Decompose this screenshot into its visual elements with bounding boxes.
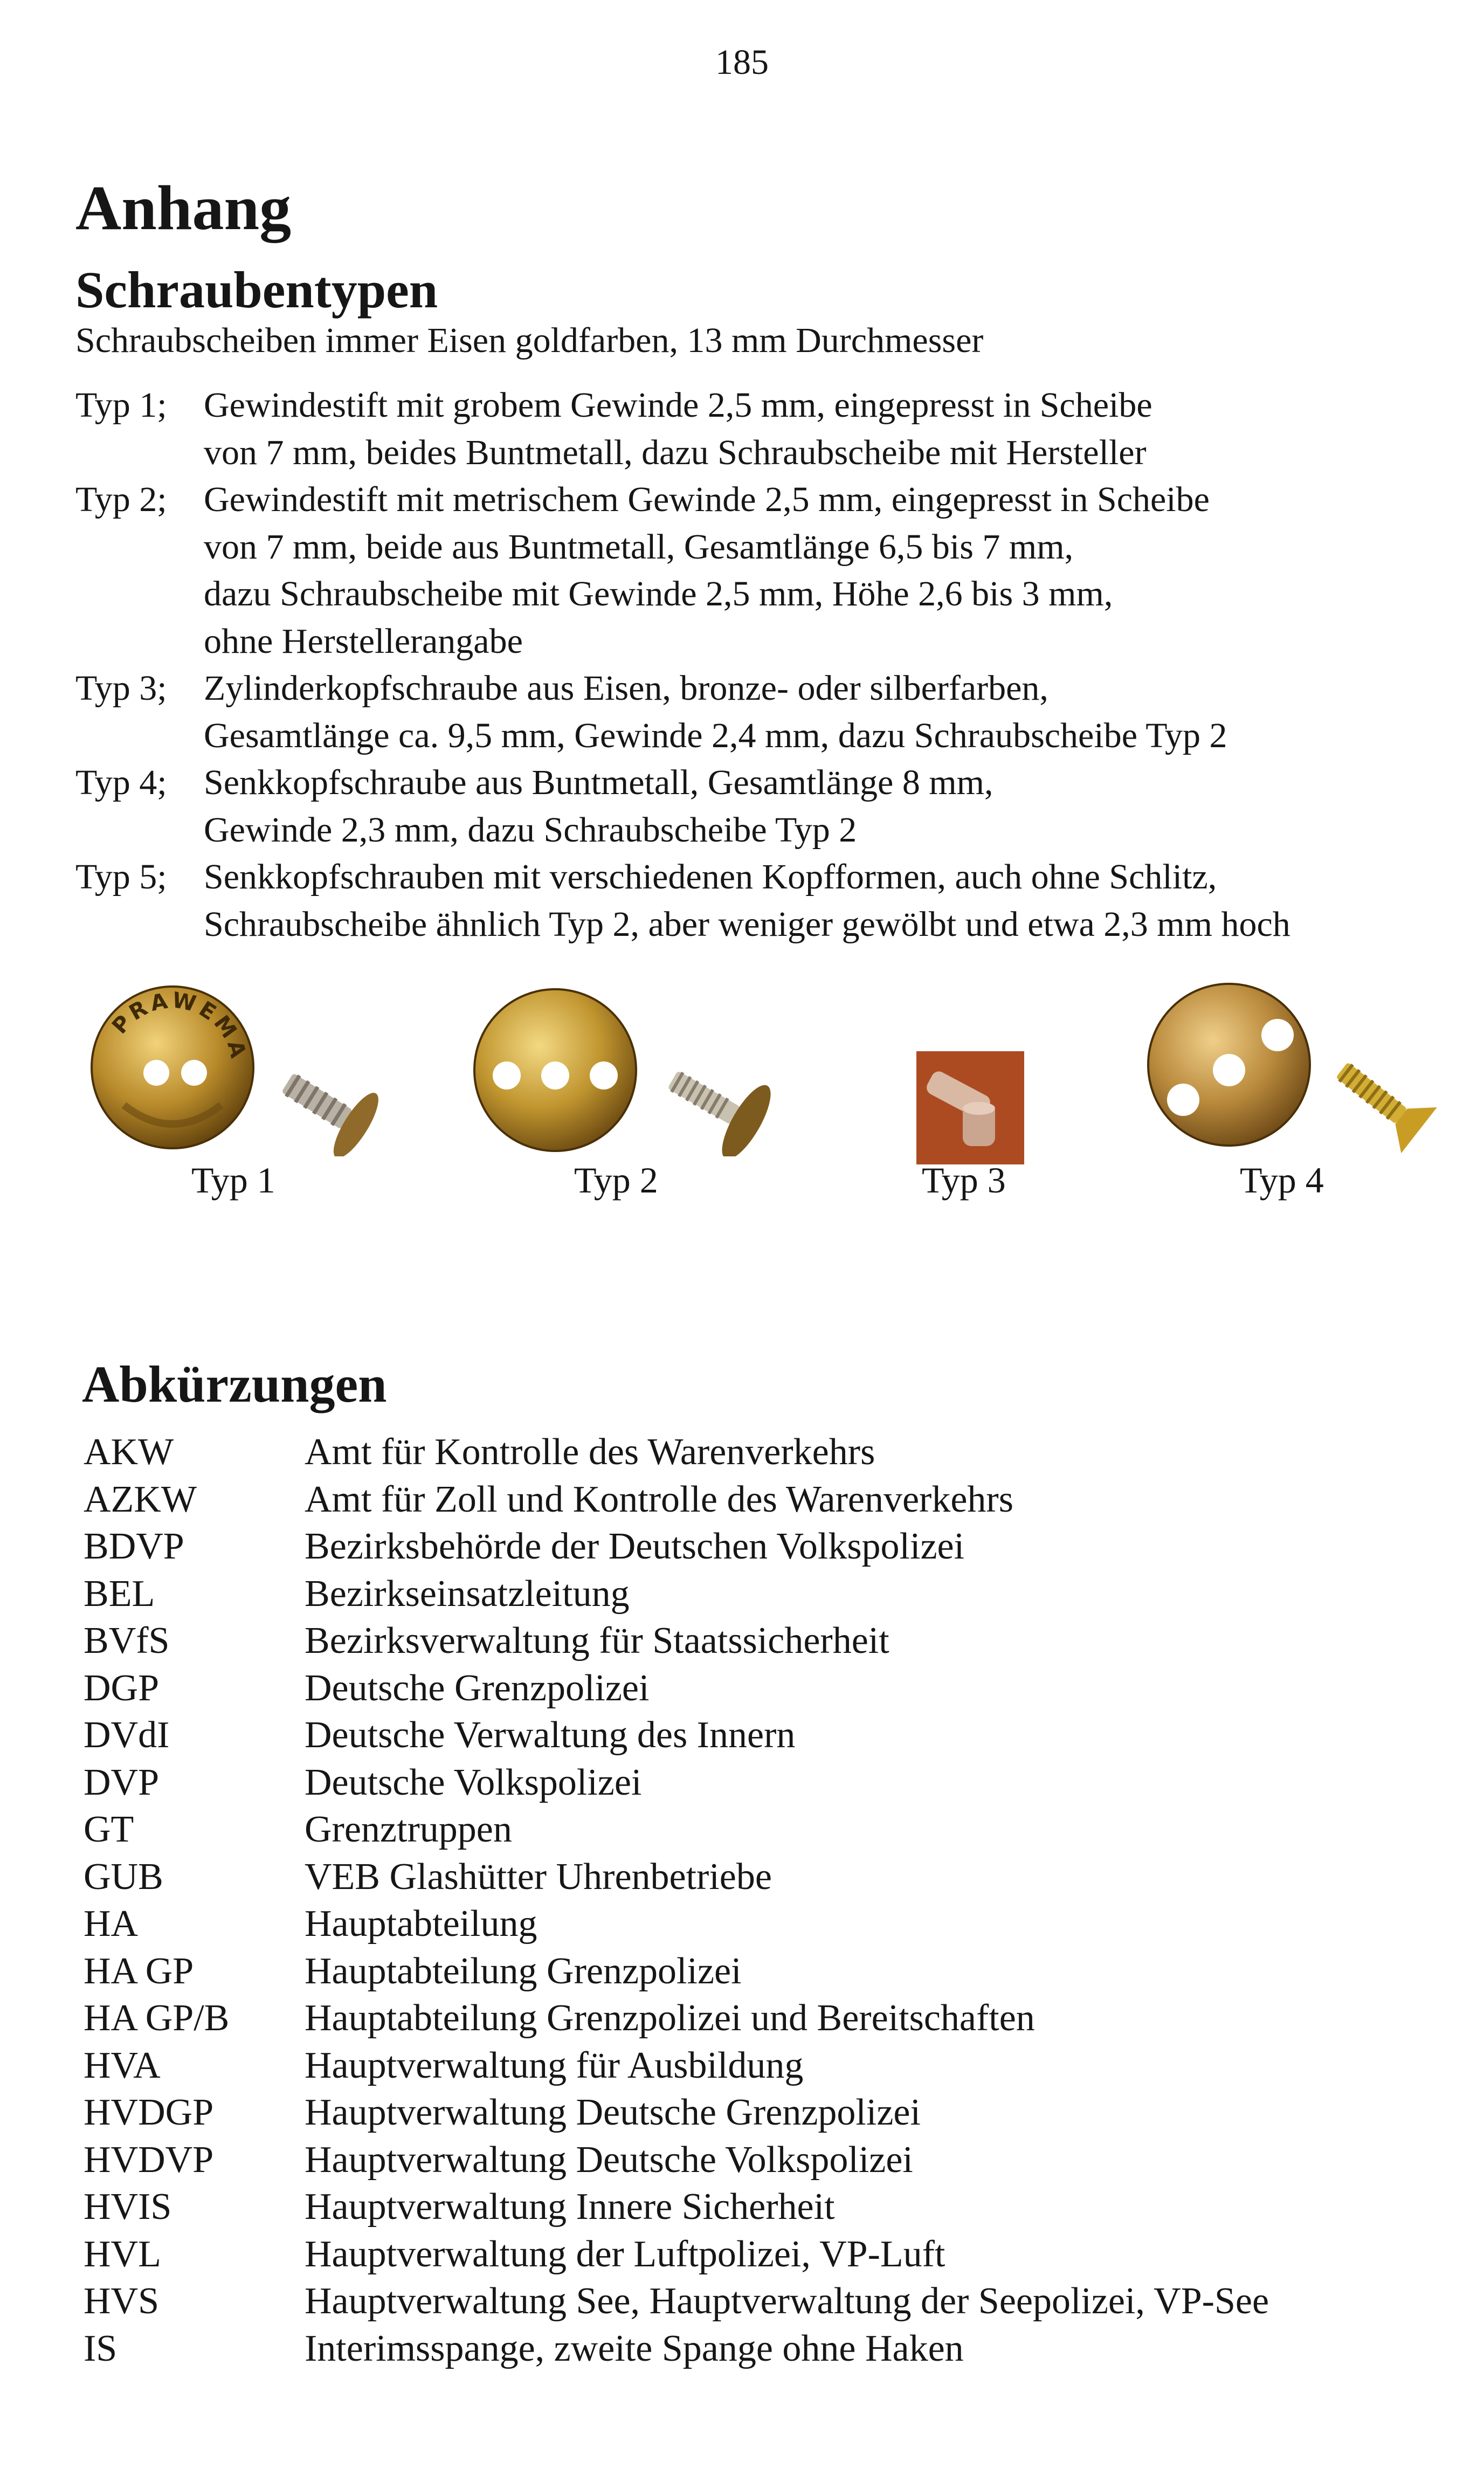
type-description	[204, 759, 993, 853]
type-line: dazu Schraubscheibe mit Gewinde 2,5 mm, Höhe 2,6 bis 3 mm,	[204, 574, 1113, 613]
abbreviation-row	[84, 1853, 1269, 1901]
type-line: Gewindestift mit grobem Gewinde 2,5 mm, eingepresst in Scheibe	[204, 385, 1152, 425]
type-description	[204, 382, 1152, 476]
abbreviation-code: HVDVP	[84, 2139, 214, 2181]
type-line: Gewinde 2,3 mm, dazu Schraubscheibe Typ 2	[204, 810, 857, 850]
abbreviation-meaning: Bezirkseinsatzleitung	[305, 1573, 630, 1615]
abbreviation-meaning: Hauptverwaltung der Luftpolizei, VP-Luft	[305, 2233, 945, 2275]
abbreviation-meaning: Interimsspange, zweite Spange ohne Haken	[305, 2327, 964, 2369]
type-description	[204, 665, 1227, 759]
type-line: Senkkopfschraube aus Buntmetall, Gesamtlänge 8 mm,	[204, 763, 993, 802]
abbreviation-meaning: Hauptabteilung Grenzpolizei	[305, 1950, 742, 1992]
type-line: ohne Herstellerangabe	[204, 621, 523, 661]
typ2-screw-image	[655, 1054, 779, 1156]
section-title-abkuerzungen: Abkürzungen	[82, 1355, 387, 1413]
type-label: Typ 4;	[75, 763, 167, 802]
type-label: Typ 2;	[75, 480, 167, 519]
abbreviation-code: GT	[84, 1809, 134, 1850]
caption-typ1: Typ 1	[191, 1160, 275, 1201]
abbreviation-code: AZKW	[84, 1478, 197, 1520]
abbreviation-meaning: Amt für Kontrolle des Warenverkehrs	[305, 1431, 875, 1473]
abbreviation-code: HA GP	[84, 1950, 194, 1992]
abbreviation-row	[84, 1570, 1269, 1618]
abbreviation-row	[84, 2231, 1269, 2278]
abbreviation-code: HVIS	[84, 2186, 172, 2228]
typ2-washer-image	[469, 984, 641, 1156]
type-line: Zylinderkopfschraube aus Eisen, bronze- oder silberfarben,	[204, 668, 1048, 708]
abbreviation-row	[84, 2278, 1269, 2325]
abbreviation-code: HA	[84, 1903, 139, 1945]
typ4-washer-image	[1143, 978, 1315, 1151]
abbreviation-code: DVdI	[84, 1714, 170, 1756]
abbreviation-row	[84, 2089, 1269, 2136]
abbreviation-row	[84, 2136, 1269, 2184]
abbreviation-code: HVA	[84, 2044, 161, 2086]
abbreviation-meaning: Grenztruppen	[305, 1809, 512, 1850]
type-line: von 7 mm, beide aus Buntmetall, Gesamtlänge 6,5 bis 7 mm,	[204, 527, 1074, 567]
section-intro: Schraubscheiben immer Eisen goldfarben, 13 mm Durchmesser	[75, 321, 984, 360]
type-label: Typ 1;	[75, 385, 167, 425]
type-entry	[75, 476, 1290, 665]
abbreviation-code: DGP	[84, 1667, 160, 1709]
abbreviation-code: HA GP/B	[84, 1997, 230, 2039]
type-line: Gesamtlänge ca. 9,5 mm, Gewinde 2,4 mm, dazu Schraubscheibe Typ 2	[204, 715, 1227, 755]
type-entry	[75, 853, 1290, 948]
abbreviation-meaning: Hauptabteilung Grenzpolizei und Bereitschaften	[305, 1997, 1035, 2039]
abbreviation-row	[84, 1429, 1269, 1476]
type-label: Typ 3;	[75, 668, 167, 708]
abbreviation-meaning: Hauptverwaltung Innere Sicherheit	[305, 2186, 835, 2228]
abbreviation-meaning: Hauptverwaltung für Ausbildung	[305, 2044, 804, 2086]
page-number: 185	[715, 43, 769, 82]
svg-text:PRAWEMA: PRAWEMA	[107, 987, 251, 1064]
abbreviation-meaning: Deutsche Verwaltung des Innern	[305, 1714, 796, 1756]
abbreviation-meaning: Hauptverwaltung Deutsche Volkspolizei	[305, 2139, 913, 2181]
abbreviation-meaning: Deutsche Volkspolizei	[305, 1761, 642, 1803]
abbreviation-code: BDVP	[84, 1526, 184, 1567]
abbreviation-row	[84, 1665, 1269, 1712]
type-entry	[75, 382, 1290, 476]
type-line: von 7 mm, beides Buntmetall, dazu Schraubscheibe mit Hersteller	[204, 432, 1147, 472]
abbreviation-meaning: Deutsche Grenzpolizei	[305, 1667, 650, 1709]
abbreviation-code: HVDGP	[84, 2092, 214, 2133]
abbreviation-code: GUB	[84, 1856, 163, 1898]
abbreviation-code: HVS	[84, 2280, 160, 2322]
type-entry	[75, 665, 1290, 759]
screw-photo-strip	[0, 981, 1484, 1224]
abbreviation-row	[84, 1948, 1269, 1995]
abbreviation-code: DVP	[84, 1761, 160, 1803]
type-line: Senkkopfschrauben mit verschiedenen Kopfformen, auch ohne Schlitz,	[204, 857, 1217, 897]
abbreviation-row	[84, 2183, 1269, 2231]
type-line: Gewindestift mit metrischem Gewinde 2,5 mm, eingepresst in Scheibe	[204, 480, 1210, 519]
abbreviation-meaning: VEB Glashütter Uhrenbetriebe	[305, 1856, 772, 1898]
abbreviation-code: IS	[84, 2327, 118, 2369]
abbreviation-row	[84, 1806, 1269, 1853]
typ4-screw-image	[1321, 1046, 1445, 1159]
section-title-schraubentypen: Schraubentypen	[75, 261, 438, 319]
abbreviation-row	[84, 1523, 1269, 1570]
page-heading: Anhang	[75, 173, 292, 243]
typ1-screw-image	[270, 1059, 388, 1156]
abbreviation-row	[84, 1900, 1269, 1948]
abbreviation-meaning: Hauptverwaltung Deutsche Grenzpolizei	[305, 2092, 921, 2133]
screw-type-list	[75, 382, 1290, 948]
abbreviation-row	[84, 2042, 1269, 2090]
caption-typ4: Typ 4	[1240, 1160, 1324, 1201]
caption-typ2: Typ 2	[574, 1160, 658, 1201]
abbreviation-row	[84, 1712, 1269, 1759]
abbreviation-meaning: Amt für Zoll und Kontrolle des Warenverkehrs	[305, 1478, 1013, 1520]
type-label: Typ 5;	[75, 857, 167, 897]
type-description	[204, 476, 1210, 665]
abbreviation-code: BEL	[84, 1573, 155, 1615]
type-entry	[75, 759, 1290, 853]
abbreviation-row	[84, 1759, 1269, 1807]
typ3-screw-image	[916, 1051, 1024, 1164]
abbreviation-meaning: Hauptabteilung	[305, 1903, 537, 1945]
abbreviation-code: AKW	[84, 1431, 174, 1473]
abbreviation-list	[84, 1429, 1269, 2372]
abbreviation-meaning: Bezirksbehörde der Deutschen Volkspolizei	[305, 1526, 965, 1567]
abbreviation-row	[84, 1476, 1269, 1523]
type-line: Schraubscheibe ähnlich Typ 2, aber weniger gewölbt und etwa 2,3 mm hoch	[204, 904, 1290, 944]
abbreviation-code: HVL	[84, 2233, 161, 2275]
abbreviation-row	[84, 1617, 1269, 1665]
abbreviation-row	[84, 1995, 1269, 2042]
typ1-washer-image	[86, 981, 259, 1154]
abbreviation-row	[84, 2325, 1269, 2373]
abbreviation-code: BVfS	[84, 1620, 170, 1661]
abbreviation-meaning: Hauptverwaltung See, Hauptverwaltung der Seepolizei, VP-See	[305, 2280, 1269, 2322]
caption-typ3: Typ 3	[922, 1160, 1006, 1201]
type-description	[204, 853, 1290, 948]
abbreviation-meaning: Bezirksverwaltung für Staatssicherheit	[305, 1620, 889, 1661]
